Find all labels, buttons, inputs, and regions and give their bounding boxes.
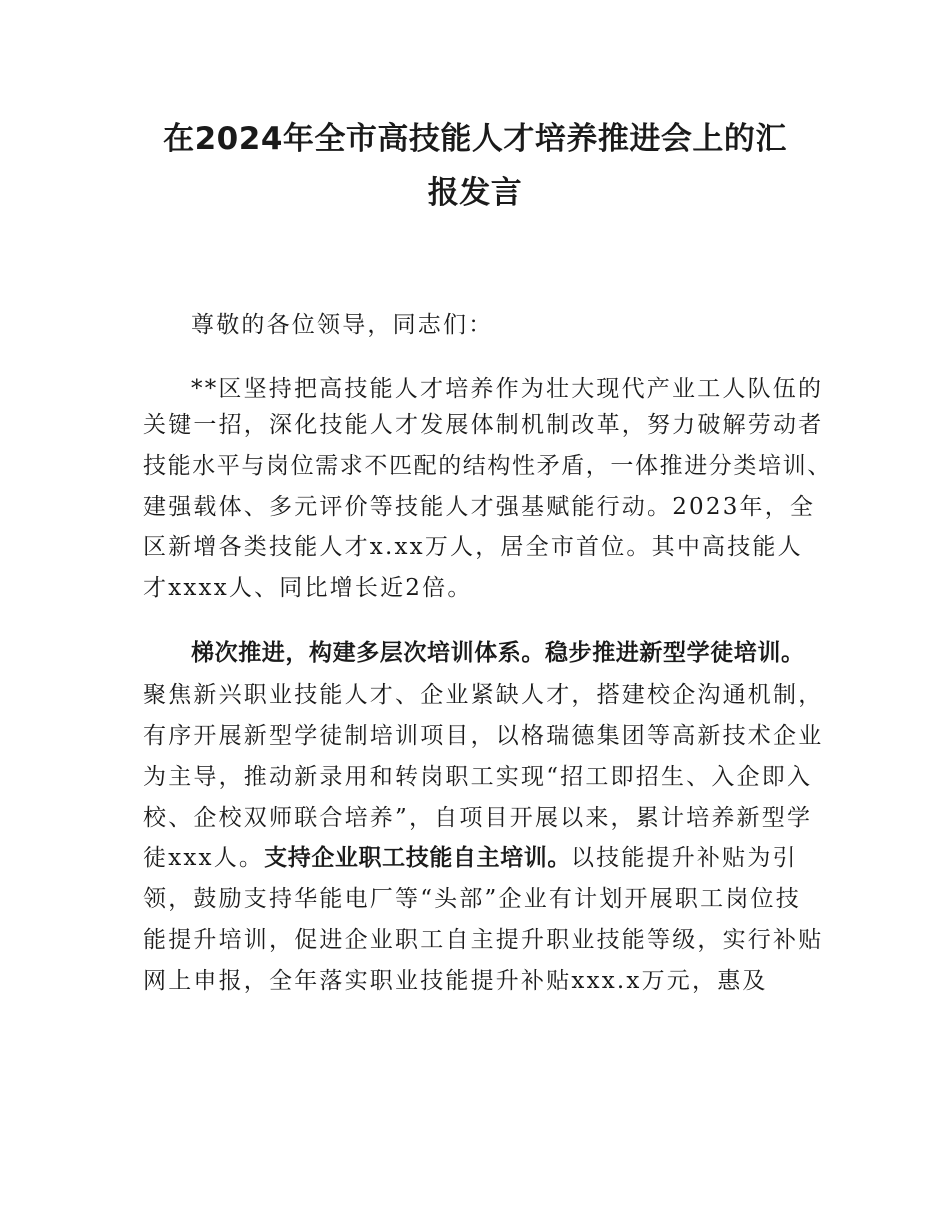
title-line-2: 报发言 [427,175,523,211]
para2-line-7: 领，鼓励支持华能电厂等“头部”企业有计划开展职工岗位技 [143,886,801,912]
para2-subheading: 支持企业职工技能自主培训。 [264,845,571,871]
para2-line-5: 校、企校双师联合培养”，自项目开展以来，累计培养新型学 [143,805,813,831]
para2-line-4: 为主导，推动新录用和转岗职工实现“招工即招生、入企即入 [143,764,813,790]
para2-line-6-prefix: 徒xxx人。 [143,845,265,871]
para2-line-2: 聚焦新兴职业技能人才、企业紧缺人才，搭建校企沟通机制， [143,682,824,708]
title-line-1: 在2024年全市高技能人才培养推进会上的汇 [163,121,787,157]
para1-line-3: 技能水平与岗位需求不匹配的结构性矛盾，一体推进分类培训、 [143,453,832,479]
para2-line-8: 能提升培训，促进企业职工自主提升职业技能等级，实行补贴 [143,927,824,953]
para1-line-6: 才xxxx人、同比增长近2倍。 [143,575,473,601]
para2-line-6 [143,843,798,873]
para1-line-1: **区坚持把高技能人才培养作为壮大现代产业工人队伍的 [191,376,824,402]
document-title [100,112,850,220]
para2-line-6-suffix: 以技能提升补贴为引 [570,845,798,871]
para1-line-5: 区新增各类技能人才x.xx万人，居全市首位。其中高技能人 [143,534,803,560]
para2-heading: 梯次推进，构建多层次培训体系。稳步推进新型学徒培训。 [191,640,805,666]
para2-line-9: 网上申报，全年落实职业技能提升补贴xxx.x万元，惠及 [143,968,768,994]
para1-line-4: 建强载体、多元评价等技能人才强基赋能行动。2023年，全 [143,494,816,520]
para2-line-3: 有序开展新型学徒制培训项目，以格瑞德集团等高新技术企业 [143,723,824,749]
salutation: 尊敬的各位领导，同志们： [191,312,494,338]
para1-line-2: 关键一招，深化技能人才发展体制机制改革，努力破解劳动者 [143,412,824,438]
